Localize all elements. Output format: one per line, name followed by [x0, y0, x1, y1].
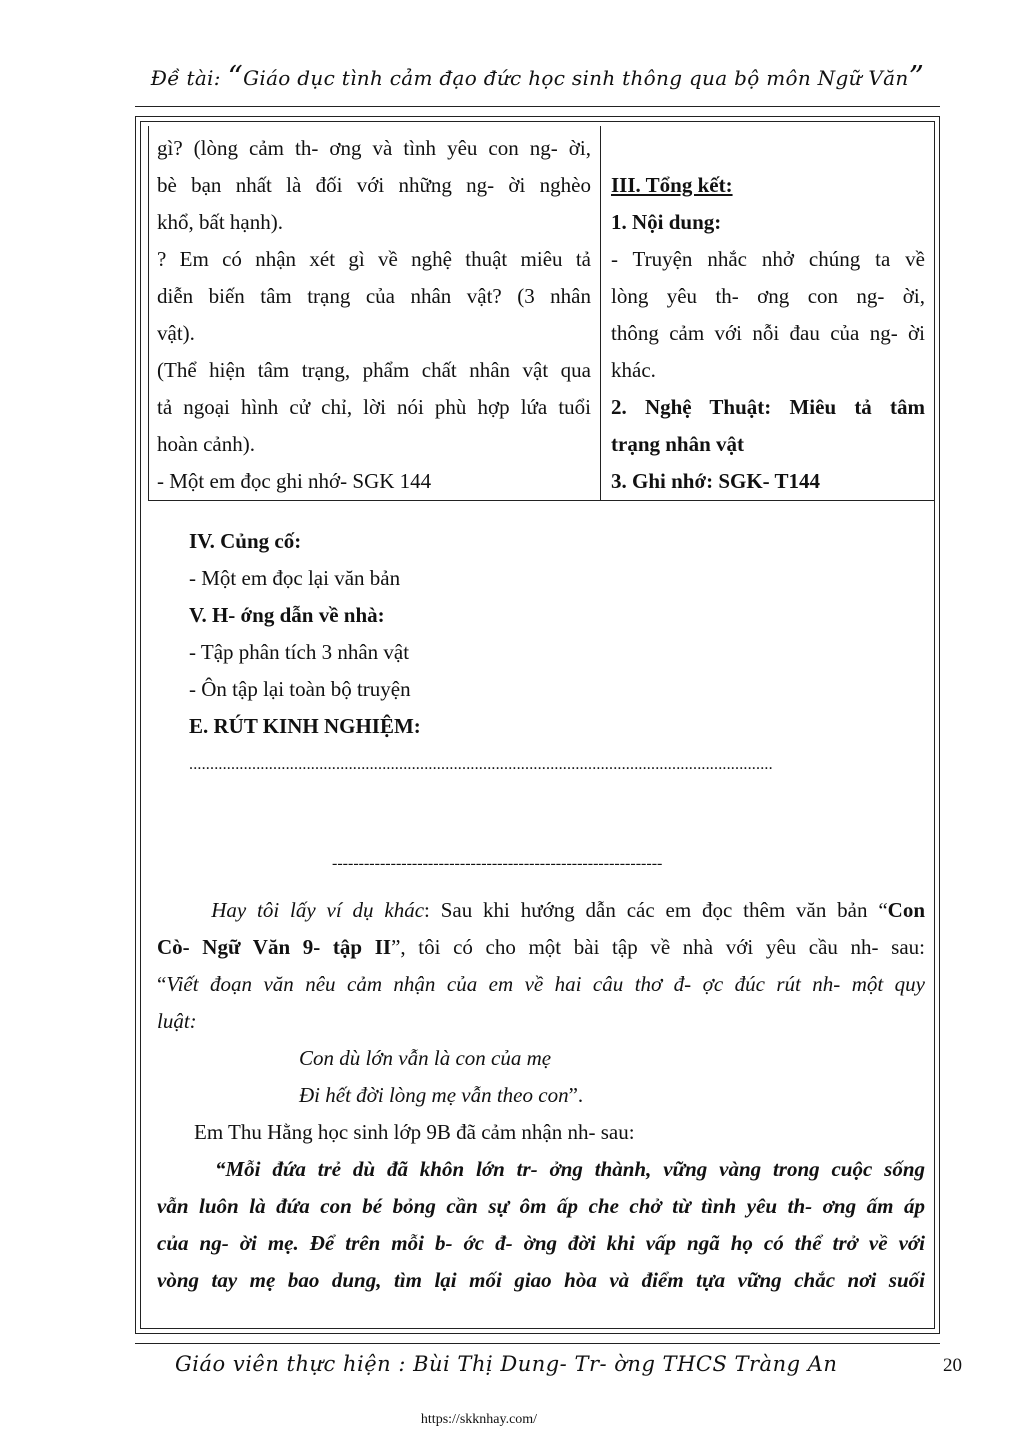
body-text	[157, 892, 925, 1299]
header-rule	[135, 106, 940, 107]
content-line: - Truyện nhắc nhở chúng ta về	[611, 247, 925, 271]
poem-close: ”.	[568, 1083, 584, 1107]
left-line: (Thể hiện tâm trạng, phẩm chất nhân vật qua	[157, 358, 591, 382]
page-number: 20	[943, 1355, 962, 1376]
body-line	[157, 966, 925, 1003]
student-intro: Em Thu Hằng học sinh lớp 9B đã cảm nhận nh- sau:	[194, 1120, 635, 1144]
left-line: diễn biến tâm trạng của nhân vật? (3 nhân	[157, 284, 591, 308]
text-title: Cò- Ngữ Văn 9- tập II	[157, 935, 392, 959]
footer-author: Giáo viên thực hiện : Bùi Thị Dung- Tr- ờng THCS Tràng An	[175, 1352, 838, 1376]
section-separator: --------------------------------------------------------------	[332, 855, 663, 872]
body-fragment: : Sau khi hướng dẫn các em đọc thêm văn bản “	[424, 898, 888, 922]
memo-line: 3. Ghi nhớ: SGK- T144	[611, 469, 821, 493]
content-line: khác.	[611, 358, 656, 382]
content-line: thông cảm với nỗi đau của ng- ời	[611, 321, 925, 345]
document-header	[135, 60, 940, 95]
header-open-quote: “	[227, 60, 244, 95]
consolidation-heading: IV. Củng cố:	[189, 529, 302, 553]
content-line: lòng yêu th- ơng con ng- ời,	[611, 284, 925, 308]
summary-heading: III. Tổng kết:	[611, 173, 733, 197]
art-line: 2. Nghệ Thuật: Miêu tả tâm	[611, 395, 925, 419]
poem-text: Đi hết đời lòng mẹ vẫn theo con	[299, 1083, 569, 1107]
body-line	[157, 892, 925, 929]
homework-heading: V. H- ớng dẫn về nhà:	[189, 603, 385, 627]
poem-line	[157, 1077, 925, 1114]
left-line: - Một em đọc ghi nhớ- SGK 144	[157, 469, 432, 493]
poem-line: Con dù lớn vẫn là con của mẹ	[299, 1046, 552, 1070]
left-line: ? Em có nhận xét gì về nghệ thuật miêu tả	[157, 247, 591, 271]
left-line: gì? (lòng cảm th- ơng và tình yêu con ng- ời,	[157, 136, 591, 160]
quote-line: của ng- ời mẹ. Để trên mỗi b- ớc đ- ờng đời khi vấp ngã họ có thể trở về với	[157, 1231, 925, 1255]
quote-line: vòng tay mẹ bao dung, tìm lại mối giao hòa và điểm tựa vững chắc nơi suối	[157, 1268, 925, 1292]
left-line: vật).	[157, 321, 195, 345]
header-prefix: Đề tài:	[150, 66, 228, 90]
table-column-divider	[600, 126, 601, 501]
quote-text: Mỗi đứa trẻ dù đã khôn lớn tr- ởng thành, vững vàng trong cuộc sống	[225, 1157, 925, 1181]
quote-line	[157, 1151, 925, 1188]
dotted-fill-line: ...........................................................................................................................................	[189, 756, 773, 773]
quote-open: “	[215, 1157, 226, 1181]
content-heading: 1. Nội dung:	[611, 210, 722, 234]
consolidation-item: - Một em đọc lại văn bản	[189, 566, 401, 590]
body-fragment: ”, tôi có cho một bài tập về nhà với yêu cầu nh- sau:	[391, 935, 925, 959]
homework-item: - Tập phân tích 3 nhân vật	[189, 640, 410, 664]
right-blank-line	[611, 130, 925, 167]
left-line: khổ, bất hạnh).	[157, 210, 283, 234]
body-line	[157, 929, 925, 966]
source-url[interactable]: https://skknhay.com/	[420, 1412, 538, 1427]
left-line: tả ngoại hình cử chỉ, lời nói phù hợp lứa tuổi	[157, 395, 591, 419]
example-intro: Hay tôi lấy ví dụ khác	[211, 898, 425, 922]
assignment-text: Viết đoạn văn nêu cảm nhận của em về hai câu thơ đ- ợc đúc rút nh- một quy	[166, 972, 925, 996]
header-title: Giáo dục tình cảm đạo đức học sinh thông qua bộ môn Ngữ Văn	[243, 66, 909, 90]
left-line: bè bạn nhất là đối với những ng- ời nghèo	[157, 173, 591, 197]
body-fragment: “	[157, 972, 167, 996]
header-close-quote: ”	[908, 60, 925, 95]
assignment-text: luật:	[157, 1009, 197, 1033]
table-right-cell	[611, 130, 925, 500]
footer-rule	[135, 1343, 940, 1344]
art-line: trạng nhân vật	[611, 432, 745, 456]
quote-line: vẫn luôn là đứa con bé bỏng cần sự ôm ấp che chở từ tình yêu th- ơng ấm áp	[157, 1194, 925, 1218]
table-left-cell	[157, 130, 591, 500]
lesson-sections	[189, 523, 919, 745]
homework-item: - Ôn tập lại toàn bộ truyện	[189, 677, 411, 701]
experience-heading: E. RÚT KINH NGHIỆM:	[189, 714, 421, 738]
text-title: Con	[887, 898, 926, 922]
left-line: hoàn cảnh).	[157, 432, 255, 456]
